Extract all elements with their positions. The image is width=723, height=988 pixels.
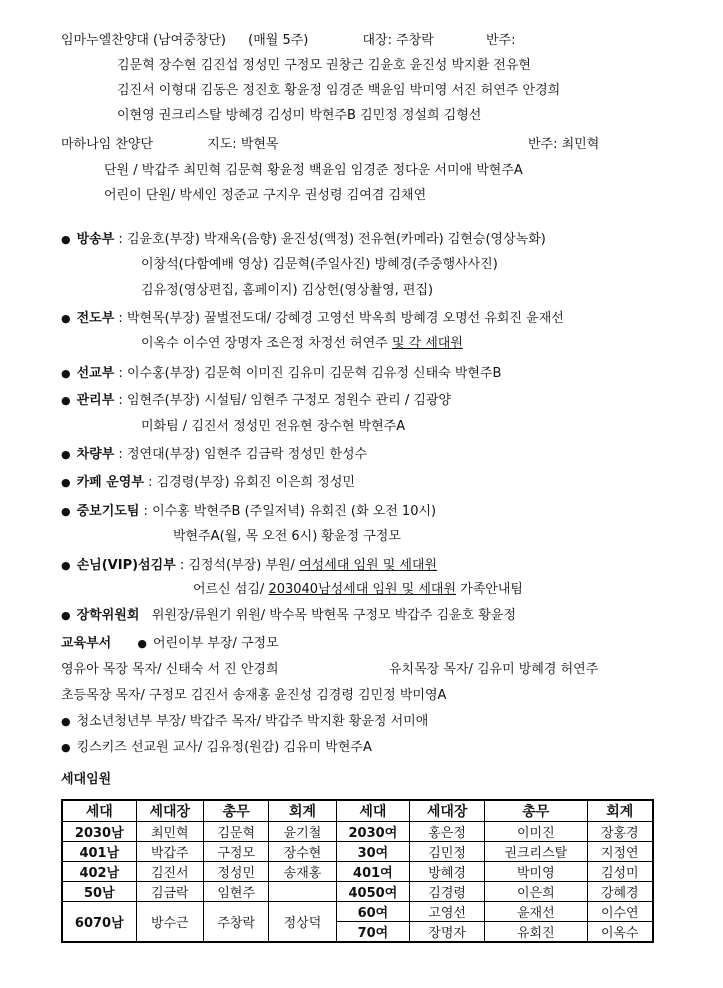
table-cell: 김성미 <box>587 862 653 882</box>
bullet-icon: ● <box>61 559 71 572</box>
choir2-title: 마하나임 찬양단 <box>61 137 154 152</box>
infant-row: 영유아 목장 목자/ 신태숙 서 진 안경희 <box>61 662 279 677</box>
dept-name: 카페 운영부 <box>76 475 144 490</box>
table-cell: 장명자 <box>410 922 485 943</box>
choir2-header-row <box>61 136 279 154</box>
table-cell: 402남 <box>62 862 136 882</box>
dept-line: 정연대(부장) 임현주 김금락 정성민 한성수 <box>126 447 368 462</box>
dept-line: 이수홍(부장) 김문혁 이미진 김유미 김문혁 김유정 신태숙 박현주B <box>126 366 502 381</box>
dept-cafe: ● 카페 운영부 : 김경령(부장) 유회진 이은희 정성민 <box>61 475 355 490</box>
education-row <box>61 635 279 653</box>
table-header-row <box>62 800 653 822</box>
table-cell: 방수근 <box>136 902 203 943</box>
choir1-schedule: (매월 5주) <box>248 33 309 48</box>
table-cell: 이미진 <box>485 822 588 842</box>
dept-line: 김정석(부장) 부원/ <box>188 558 300 573</box>
dept-line-row <box>141 335 463 353</box>
dept-name: 손님(VIP)섬김부 <box>76 558 176 573</box>
col-header: 세대장 <box>410 800 485 822</box>
officers-table <box>61 799 654 943</box>
dept-underlined: 및 각 세대원 <box>391 336 463 351</box>
table-cell: 지정연 <box>587 842 653 862</box>
col-header: 세대장 <box>136 800 203 822</box>
table-cell: 박미영 <box>485 862 588 882</box>
table-cell: 김문혁 <box>204 822 269 842</box>
dept-underlined: 여성세대 임원 및 세대원 <box>299 558 438 573</box>
table-cell: 김금락 <box>136 882 203 902</box>
col-header: 세대 <box>336 800 410 822</box>
table-row <box>62 902 653 922</box>
table-row <box>62 822 653 842</box>
table-row <box>62 862 653 882</box>
table-cell: 장수현 <box>269 842 336 862</box>
dept-line: 임현주(부장) 시설팀/ 임현주 구정모 정원수 관리 / 김광양 <box>126 393 452 408</box>
kings-row <box>61 739 372 757</box>
dept-name: 차량부 <box>76 447 115 462</box>
bullet-icon: ● <box>61 715 71 728</box>
bullet-icon: ● <box>61 394 71 407</box>
table-cell: 이은희 <box>485 882 588 902</box>
table-cell: 주창락 <box>204 902 269 943</box>
dept-line: 김윤호(부장) 박재옥(음향) 윤진성(액정) 전유현(카메라) 김현승(영상녹화) <box>126 232 546 247</box>
choir2-director: 지도: 박현목 <box>207 137 279 152</box>
dept-line: 이옥수 이수연 장명자 조은정 차정선 허연주 <box>141 336 392 351</box>
table-cell: 김진서 <box>136 862 203 882</box>
col-header: 회계 <box>587 800 653 822</box>
table-cell: 50남 <box>62 882 136 902</box>
choir1-members-3: 이현영 권크리스탈 방혜경 김성미 박현주B 김민정 정설희 김형선 <box>117 108 482 123</box>
table-cell: 장홍경 <box>587 822 653 842</box>
dept-management: ● 관리부 : 임현주(부장) 시설팀/ 임현주 구정모 정원수 관리 / 김광양 <box>61 393 452 408</box>
col-header: 총무 <box>485 800 588 822</box>
bullet-icon: ● <box>61 476 71 489</box>
table-cell: 송재홍 <box>269 862 336 882</box>
bullet-icon: ● <box>61 448 71 461</box>
dept-line-row <box>193 581 523 599</box>
dept-line: 미화팀 / 김진서 정성민 전유현 장수현 박현주A <box>141 419 406 434</box>
dept-line: 어르신 섬김/ <box>193 582 269 597</box>
col-header: 세대 <box>62 800 136 822</box>
table-cell: 김경령 <box>410 882 485 902</box>
dept-name: 중보기도팀 <box>76 504 140 519</box>
youth-row <box>61 713 428 731</box>
table-cell: 유회진 <box>485 922 588 943</box>
dept-underlined: 203040남성세대 임원 및 세대원 <box>268 582 457 597</box>
table-cell: 2030여 <box>336 822 410 842</box>
choir1-leader: 대장: 주창락 <box>362 33 434 48</box>
table-cell: 이수연 <box>587 902 653 922</box>
dept-line: 이수홍 박현주B (주일저녁) 유회진 (화 오전 10시) <box>152 504 437 519</box>
table-row <box>62 882 653 902</box>
choir1-header-row <box>61 32 515 50</box>
choir2-members-2: 어린이 단원/ 박세인 정준교 구지우 권성령 김여겸 김채연 <box>104 188 427 203</box>
bullet-icon: ● <box>61 505 71 518</box>
dept-line: 위원장/류원기 위원/ 박수목 박현목 구정모 박갑주 김윤호 황윤정 <box>151 608 517 623</box>
bullet-icon: ● <box>61 741 71 754</box>
table-cell: 윤재선 <box>485 902 588 922</box>
table-cell: 정상덕 <box>269 902 336 943</box>
table-cell: 이옥수 <box>587 922 653 943</box>
table-cell: 30여 <box>336 842 410 862</box>
dept-line: 가족안내팀 <box>456 582 523 597</box>
dept-line: 박현주A(월, 목 오전 6시) 황윤정 구정모 <box>173 529 401 544</box>
table-cell: 박갑주 <box>136 842 203 862</box>
bullet-icon: ● <box>137 637 147 650</box>
bullet-icon: ● <box>61 233 71 246</box>
officers-title: 세대임원 <box>61 772 112 787</box>
col-header: 회계 <box>269 800 336 822</box>
choir1-accomp: 반주: <box>485 33 516 48</box>
dept-name: 관리부 <box>76 393 115 408</box>
dept-line: 이창석(다함예배 영상) 김문혁(주일사진) 방혜경(주중행사사진) <box>141 257 498 272</box>
bullet-icon: ● <box>61 312 71 325</box>
youth-text: 청소년청년부 부장/ 박갑주 목자/ 박갑주 박지환 황윤정 서미애 <box>76 714 429 729</box>
dept-line: 김유정(영상편집, 홈페이지) 김상헌(영상촬영, 편집) <box>141 283 434 298</box>
dept-mission: ● 선교부 : 이수홍(부장) 김문혁 이미진 김유미 김문혁 김유정 신태숙 박현주B <box>61 366 502 381</box>
table-cell <box>269 882 336 902</box>
table-cell: 홍은정 <box>410 822 485 842</box>
children-dept: 어린이부 부장/ 구정모 <box>152 636 279 651</box>
dept-broadcast: ● 방송부 : 김윤호(부장) 박재옥(음향) 윤진성(액정) 전유현(카메라) 김현승(영상녹화) <box>61 232 546 247</box>
choir1-title: 임마누엘찬양대 (남여중창단) <box>61 33 226 48</box>
table-cell: 6070남 <box>62 902 136 943</box>
table-cell: 4050여 <box>336 882 410 902</box>
choir1-members-1: 김문혁 장수현 김진섭 정성민 구정모 권창근 김윤호 윤진성 박지환 전유현 <box>117 58 531 73</box>
table-cell: 2030남 <box>62 822 136 842</box>
dept-evangelism: ● 전도부 : 박현목(부장) 꿀벌전도대/ 강혜경 고영선 박옥희 방혜경 오명선 유회진 윤재선 <box>61 311 564 326</box>
table-cell: 정성민 <box>204 862 269 882</box>
table-cell: 401남 <box>62 842 136 862</box>
table-cell: 윤기철 <box>269 822 336 842</box>
table-cell: 최민혁 <box>136 822 203 842</box>
dept-name: 선교부 <box>76 366 115 381</box>
table-cell: 강혜경 <box>587 882 653 902</box>
dept-line: 박현목(부장) 꿀벌전도대/ 강혜경 고영선 박옥희 방혜경 오명선 유회진 윤재선 <box>126 311 564 326</box>
dept-name: 전도부 <box>76 311 115 326</box>
table-cell: 60여 <box>336 902 410 922</box>
table-cell: 임현주 <box>204 882 269 902</box>
choir1-members-2: 김진서 이형대 김동은 정진호 황윤정 임경준 백윤임 박미영 서진 허연주 안경희 <box>117 83 561 98</box>
table-cell: 고영선 <box>410 902 485 922</box>
dept-name: 방송부 <box>76 232 115 247</box>
education-title: 교육부서 <box>61 636 112 651</box>
dept-vehicle: ● 차량부 : 정연대(부장) 임현주 김금락 정성민 한성수 <box>61 447 368 462</box>
bullet-icon: ● <box>61 609 71 622</box>
table-row <box>62 842 653 862</box>
bullet-icon: ● <box>61 367 71 380</box>
dept-scholarship <box>61 607 516 625</box>
dept-line: 김경령(부장) 유회진 이은희 정성민 <box>156 475 355 490</box>
table-cell: 김민정 <box>410 842 485 862</box>
table-cell: 방혜경 <box>410 862 485 882</box>
dept-name: 장학위원회 <box>76 608 140 623</box>
choir2-members-1: 단원 / 박갑주 최민혁 김문혁 황윤정 백윤임 임경준 정다운 서미애 박현주A <box>104 163 523 178</box>
kings-text: 킹스키즈 선교원 교사/ 김유정(원감) 김유미 박현주A <box>76 740 372 755</box>
elementary-row: 초등목장 목자/ 구정모 김진서 송재홍 윤진성 김경령 김민정 박미영A <box>61 688 447 703</box>
table-cell: 70여 <box>336 922 410 943</box>
dept-guest: ● 손님(VIP)섬김부 : 김정석(부장) 부원/ 여성세대 임원 및 세대원 <box>61 558 438 573</box>
col-header: 총무 <box>204 800 269 822</box>
table-cell: 권크리스탈 <box>485 842 588 862</box>
table-cell: 구정모 <box>204 842 269 862</box>
choir2-accomp: 반주: 최민혁 <box>528 137 600 152</box>
kinder-row: 유치목장 목자/ 김유미 방혜경 허연주 <box>389 662 599 677</box>
table-cell: 401여 <box>336 862 410 882</box>
dept-prayer: ● 중보기도팀 : 이수홍 박현주B (주일저녁) 유회진 (화 오전 10시) <box>61 504 437 519</box>
